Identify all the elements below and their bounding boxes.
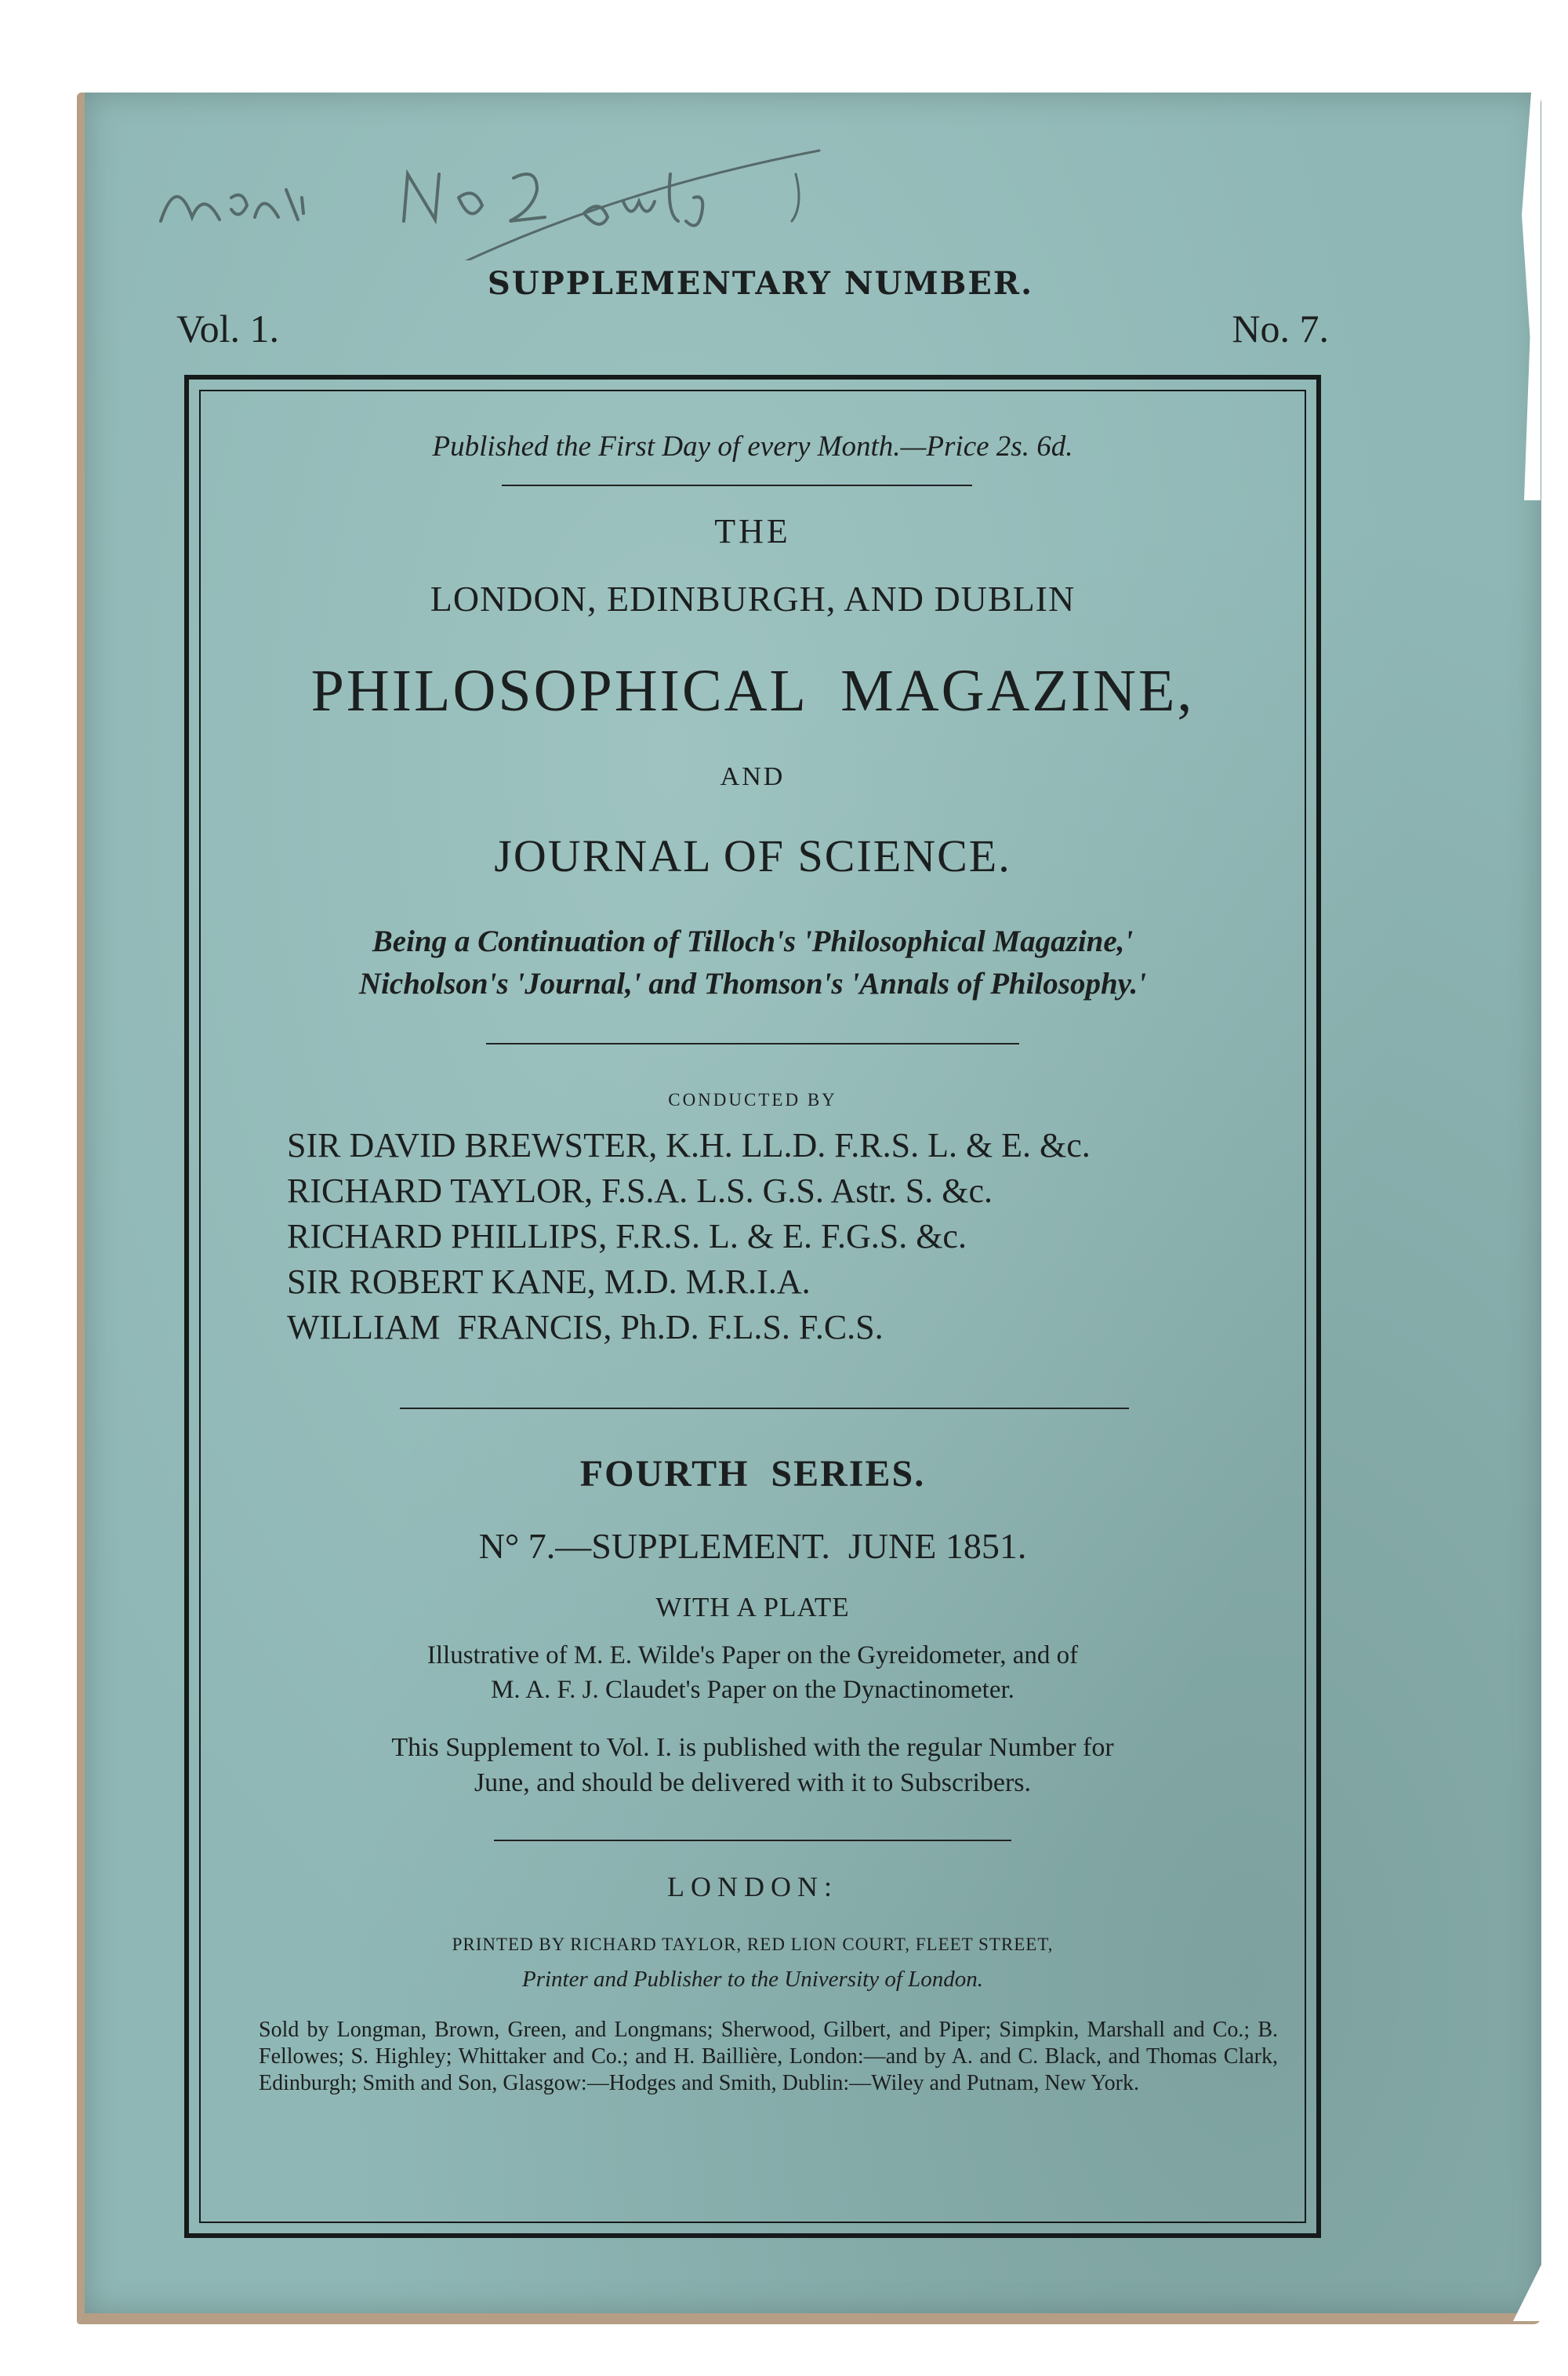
divider xyxy=(502,485,972,486)
continuation-line-2: Nicholson's 'Journal,' and Thomson's 'Annals of Philosophy.' xyxy=(358,967,1147,1001)
imprint-city: LONDON: xyxy=(667,1871,838,1902)
conductor-list xyxy=(287,1123,1091,1350)
sold-by-paragraph: Sold by Longman, Brown, Green, and Longmans; Sherwood, Gilbert, and Piper; Simpkin, Marshall and Co.; B. Fellowes; S. Highley; Whittaker and Co.; and H. Baillière, London:—and by A. and C. Black, and Thomas Clark, Edinburgh; Smith and Son, Glasgow:—Hodges and Smith, Dublin:—Wiley and Putnam, New York. xyxy=(259,2018,1278,2095)
issue-number-label: No. 7. xyxy=(1232,307,1329,351)
series-heading: FOURTH SERIES. xyxy=(579,1453,926,1495)
title-and: AND xyxy=(720,762,786,791)
handwritten-note xyxy=(145,143,929,260)
continuation-line-1: Being a Continuation of Tilloch's 'Philosophical Magazine,' xyxy=(372,925,1134,958)
plate-line: WITH A PLATE xyxy=(655,1592,850,1622)
journal-title: JOURNAL OF SCIENCE. xyxy=(494,830,1011,881)
conductor-name: SIR ROBERT KANE, M.D. M.R.I.A. xyxy=(287,1262,811,1301)
printer-role-line: Printer and Publisher to the University of London. xyxy=(521,1967,983,1992)
volume-label: Vol. 1. xyxy=(176,307,280,351)
conductor-name: RICHARD PHILLIPS, F.R.S. L. & E. F.G.S. &c. xyxy=(287,1217,967,1255)
conductor-name: WILLIAM FRANCIS, Ph.D. F.L.S. F.C.S. xyxy=(287,1308,884,1346)
notice-line-1: This Supplement to Vol. I. is published with the regular Number for xyxy=(391,1733,1114,1762)
illustrative-line-1: Illustrative of M. E. Wilde's Paper on the Gyreidometer, and of xyxy=(426,1641,1079,1669)
divider xyxy=(400,1408,1129,1409)
illustrative-line-2: M. A. F. J. Claudet's Paper on the Dynactinometer. xyxy=(491,1676,1014,1704)
issue-number-line: N° 7.—SUPPLEMENT. JUNE 1851. xyxy=(478,1526,1027,1566)
conductor-name: SIR DAVID BREWSTER, K.H. LL.D. F.R.S. L. & E. &c. xyxy=(287,1126,1091,1164)
conductor-name: RICHARD TAYLOR, F.S.A. L.S. G.S. Astr. S. &c. xyxy=(287,1172,993,1210)
divider xyxy=(486,1043,1019,1044)
printed-by-line: PRINTED BY RICHARD TAYLOR, RED LION COURT, FLEET STREET, xyxy=(452,1935,1054,1954)
published-line: Published the First Day of every Month.—Price 2s. 6d. xyxy=(432,431,1073,463)
divider xyxy=(494,1840,1011,1841)
main-title: PHILOSOPHICAL MAGAZINE, xyxy=(310,658,1195,724)
conducted-by-label: CONDUCTED BY xyxy=(668,1090,837,1110)
subtitle: LONDON, EDINBURGH, AND DUBLIN xyxy=(430,579,1076,619)
volume-row xyxy=(176,306,1329,353)
supplementary-number-title: SUPPLEMENTARY NUMBER. xyxy=(487,265,1034,302)
notice-line-2: June, and should be delivered with it to Subscribers. xyxy=(474,1768,1032,1797)
title-the: THE xyxy=(714,512,791,550)
